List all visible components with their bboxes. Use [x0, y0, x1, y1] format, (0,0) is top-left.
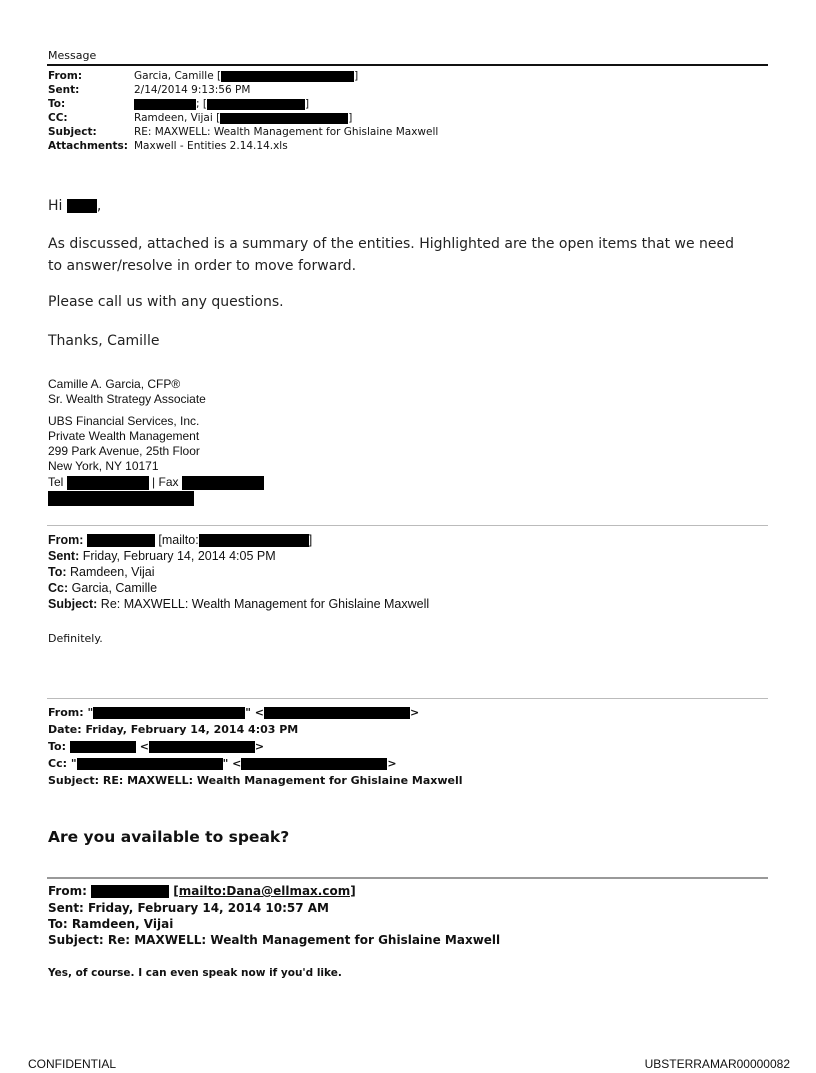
header-to-mid: ; [	[196, 98, 207, 110]
signature-phone-row	[48, 475, 264, 491]
header-sent-row	[48, 83, 250, 97]
quote-separator-3	[47, 877, 768, 879]
redaction	[67, 476, 149, 490]
quote1-from-key: From:	[48, 533, 84, 547]
header-from-close: ]	[354, 70, 359, 82]
redaction	[91, 885, 169, 898]
quote1-body: Definitely.	[48, 632, 103, 645]
quote1-cc-row	[48, 580, 157, 596]
quote1-to-value: Ramdeen, Vijai	[70, 565, 155, 579]
signature-fax: | Fax	[152, 475, 179, 489]
redaction	[77, 758, 223, 770]
greeting-text: Hi	[48, 198, 63, 214]
header-sent-value: 2/14/2014 9:13:56 PM	[134, 84, 251, 96]
header-from-row	[48, 69, 358, 83]
header-rule	[47, 64, 768, 66]
greeting-comma: ,	[96, 198, 102, 214]
quote1-sent-key: Sent:	[48, 549, 80, 563]
quote1-subject-key: Subject:	[48, 597, 98, 611]
footer-confidential: CONFIDENTIAL	[28, 1057, 117, 1071]
header-attachments-key: Attachments:	[48, 140, 128, 152]
signature-title: Sr. Wealth Strategy Associate	[48, 392, 206, 406]
quote1-cc-key: Cc:	[48, 581, 69, 595]
header-cc-value: Ramdeen, Vijai [	[134, 112, 221, 124]
quote2-cc-mid: " <	[222, 757, 242, 770]
quote2-from-close: >	[410, 706, 420, 719]
quote3-subject-row: Subject: Re: MAXWELL: Wealth Management for Ghislaine Maxwell	[48, 933, 501, 947]
quote2-to-mid: <	[139, 740, 149, 753]
quote1-to-key: To:	[48, 565, 67, 579]
quote2-cc-key: Cc: "	[48, 757, 77, 770]
redaction	[70, 741, 136, 753]
quote1-cc-value: Garcia, Camille	[71, 581, 158, 595]
quote2-body: Are you available to speak?	[48, 828, 290, 846]
quote1-sent-value: Friday, February 14, 2014 4:05 PM	[82, 549, 276, 563]
header-from-value: Garcia, Camille [	[134, 70, 222, 82]
redaction	[149, 741, 255, 753]
redaction	[93, 707, 245, 719]
redaction	[48, 491, 194, 506]
header-attachments-row	[48, 139, 288, 153]
quote3-to-row: To: Ramdeen, Vijai	[48, 917, 174, 931]
header-sent-key: Sent:	[48, 84, 80, 96]
header-to-row	[48, 97, 309, 111]
signature-address: 299 Park Avenue, 25th Floor	[48, 444, 200, 458]
header-cc-row	[48, 111, 352, 125]
quote1-to-row	[48, 564, 155, 580]
quote-separator-1	[47, 525, 768, 526]
header-to-key: To:	[48, 98, 66, 110]
signature-company: UBS Financial Services, Inc.	[48, 414, 200, 428]
redaction	[264, 707, 410, 719]
redaction	[134, 99, 196, 110]
header-subject-key: Subject:	[48, 126, 97, 138]
quote3-sent-row: Sent: Friday, February 14, 2014 10:57 AM	[48, 901, 329, 915]
quote2-from-key: From: "	[48, 706, 94, 719]
signature-city: New York, NY 10171	[48, 459, 159, 473]
quote2-date-row: Date: Friday, February 14, 2014 4:03 PM	[48, 723, 299, 736]
redaction	[87, 534, 155, 547]
header-from-key: From:	[48, 70, 83, 82]
header-to-close: ]	[304, 98, 310, 110]
redaction	[182, 476, 264, 490]
quote2-to-row	[48, 739, 264, 755]
quote2-to-close: >	[254, 740, 265, 753]
body-greeting	[48, 195, 101, 217]
header-subject-row	[48, 125, 438, 139]
signature-tel: Tel	[48, 475, 64, 489]
redaction	[67, 199, 97, 213]
header-cc-key: CC:	[48, 112, 68, 124]
quote2-to-key: To:	[48, 740, 66, 753]
quote-separator-2	[47, 698, 768, 699]
quote3-from-row	[48, 884, 356, 900]
quote3-from-key: From:	[48, 884, 87, 898]
redaction	[220, 113, 348, 124]
body-paragraph-2: Please call us with any questions.	[48, 294, 284, 310]
header-subject-value: RE: MAXWELL: Wealth Management for Ghislaine Maxwell	[134, 126, 439, 138]
header-cc-close: ]	[348, 112, 353, 124]
quote3-mailto-link[interactable]: [mailto:Dana@ellmax.com]	[173, 884, 356, 898]
footer-bates-number: UBSTERRAMAR00000082	[644, 1057, 790, 1071]
quote1-mailto: [mailto:	[158, 533, 199, 547]
quote1-subject-row	[48, 596, 429, 612]
header-attachments-value: Maxwell - Entities 2.14.14.xls	[134, 140, 288, 152]
quote3-body: Yes, of course. I can even speak now if you'd like.	[48, 967, 342, 979]
quote2-cc-close: >	[387, 757, 397, 770]
quote2-from-mid: " <	[245, 706, 264, 719]
signature-division: Private Wealth Management	[48, 429, 200, 443]
quote1-sent-row	[48, 548, 276, 564]
redaction	[199, 534, 309, 547]
redaction	[207, 99, 305, 110]
redaction	[221, 71, 354, 82]
redaction	[241, 758, 387, 770]
quote1-from-row	[48, 532, 312, 548]
quote2-from-row	[48, 705, 419, 721]
quote1-subject-value: Re: MAXWELL: Wealth Management for Ghislaine Maxwell	[100, 597, 430, 611]
body-paragraph-1: As discussed, attached is a summary of the entities. Highlighted are the open items that we need to answer/resolve in order to move forward.	[48, 236, 735, 274]
quote2-subject-row: Subject: RE: MAXWELL: Wealth Management for Ghislaine Maxwell	[48, 774, 463, 787]
quote2-cc-row	[48, 756, 397, 772]
quote1-mailto-close: ]	[308, 533, 313, 547]
message-label: Message	[48, 49, 97, 62]
body-thanks: Thanks, Camille	[48, 333, 160, 349]
signature-name: Camille A. Garcia, CFP®	[48, 377, 181, 391]
